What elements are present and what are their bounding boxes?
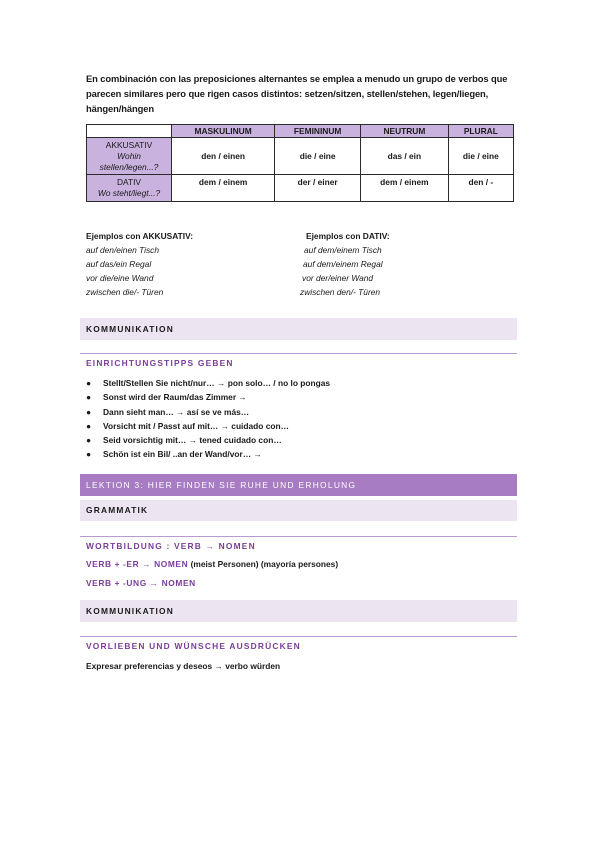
example-item: vor der/einer Wand (302, 273, 374, 283)
list-item: ● Seid vorsichtig mit… → tened cuidado con… (86, 433, 330, 447)
case-table (86, 124, 514, 202)
example-item: vor die/eine Wand (86, 273, 154, 283)
header-plural: PLURAL (448, 125, 513, 138)
table-row-akkusativ (87, 138, 514, 175)
table-header-row (87, 125, 514, 138)
case-name: DATIV (116, 177, 142, 187)
header-femininum: FEMININUM (275, 125, 361, 138)
example-item: auf dem/einem Tisch (304, 245, 382, 255)
section-band-kommunikation: KOMMUNIKATION (80, 318, 517, 340)
example-item: auf das/ein Regal (86, 259, 152, 269)
bullet-icon: ● (86, 406, 92, 417)
list-item: ● Sonst wird der Raum/das Zimmer → (86, 390, 330, 404)
section-divider (80, 353, 517, 354)
bullet-icon: ● (86, 435, 92, 446)
wortbildung-rule-er: VERB + -ER → NOMEN (meist Personen) (mayoría persones) (86, 559, 339, 569)
tips-list (86, 376, 330, 462)
list-item: ● Stellt/Stellen Sie nicht/nur… → pon solo… / no lo pongas (86, 376, 330, 390)
example-item: zwischen den/- Türen (300, 287, 381, 297)
case-name: AKKUSATIV (105, 139, 153, 150)
example-item: auf dem/einem Regal (303, 259, 383, 269)
example-item: zwischen die/- Türen (86, 287, 164, 297)
wortbildung-rule-ung: VERB + -UNG → NOMEN (86, 578, 196, 588)
case-question: Wohin stellen/legen...? (99, 150, 159, 172)
cell-dat-neut: dem / einem (361, 175, 449, 202)
section-divider (80, 536, 517, 537)
case-question: Wo steht/liegt...? (97, 188, 161, 198)
examples-heading: Ejemplos con DATIV: (306, 231, 390, 241)
cell-akk-neut: das / ein (361, 138, 449, 175)
bullet-icon: ● (86, 420, 92, 431)
examples-dativ (300, 229, 390, 299)
list-item: ● Vorsicht mit / Passt auf mit… → cuidado con… (86, 419, 330, 433)
bullet-icon: ● (86, 392, 92, 403)
lektion-title-band: LEKTION 3: HIER FINDEN SIE RUHE UND ERHOLUNG (80, 474, 517, 496)
row-label-dativ (87, 175, 172, 202)
table-row-dativ (87, 175, 514, 202)
cell-dat-plural: den / - (448, 175, 513, 202)
cell-akk-mask: den / einen (172, 138, 275, 175)
section-band-grammatik: GRAMMATIK (80, 500, 517, 521)
bullet-icon: ● (86, 449, 92, 460)
examples-akkusativ (86, 229, 193, 299)
wortbildung-heading: WORTBILDUNG : VERB → NOMEN (86, 541, 256, 551)
examples-heading: Ejemplos con AKKUSATIV: (86, 231, 194, 241)
cell-akk-fem: die / eine (275, 138, 361, 175)
cell-dat-mask: dem / einem (172, 175, 275, 202)
header-maskulinum: MASKULINUM (172, 125, 275, 138)
intro-paragraph: En combinación con las preposiciones alternantes se emplea a menudo un grupo de verbos que parecen similares pero que rigen casos distintos: setzen/sitzen, stellen/stehen, legen/liegen, hängen/hängen (86, 73, 508, 114)
section-band-kommunikation-2: KOMMUNIKATION (80, 600, 517, 622)
example-item: auf den/einen Tisch (86, 245, 160, 255)
table-corner-cell (87, 125, 172, 138)
vorlieben-text: Expresar preferencias y deseos → verbo würden (86, 661, 281, 671)
list-item: ● Schön ist ein Bil/ ..an der Wand/vor… → (86, 447, 330, 461)
list-item: ● Dann sieht man… → así se ve más… (86, 405, 330, 419)
header-neutrum: NEUTRUM (361, 125, 449, 138)
cell-akk-plural: die / eine (448, 138, 513, 175)
cell-dat-fem: der / einer (275, 175, 361, 202)
row-label-akkusativ (87, 138, 172, 175)
bullet-icon: ● (86, 378, 92, 388)
tips-heading: EINRICHTUNGSTIPPS GEBEN (86, 358, 234, 368)
section-divider (80, 636, 517, 637)
vorlieben-heading: VORLIEBEN UND WÜNSCHE AUSDRÜCKEN (86, 641, 301, 651)
